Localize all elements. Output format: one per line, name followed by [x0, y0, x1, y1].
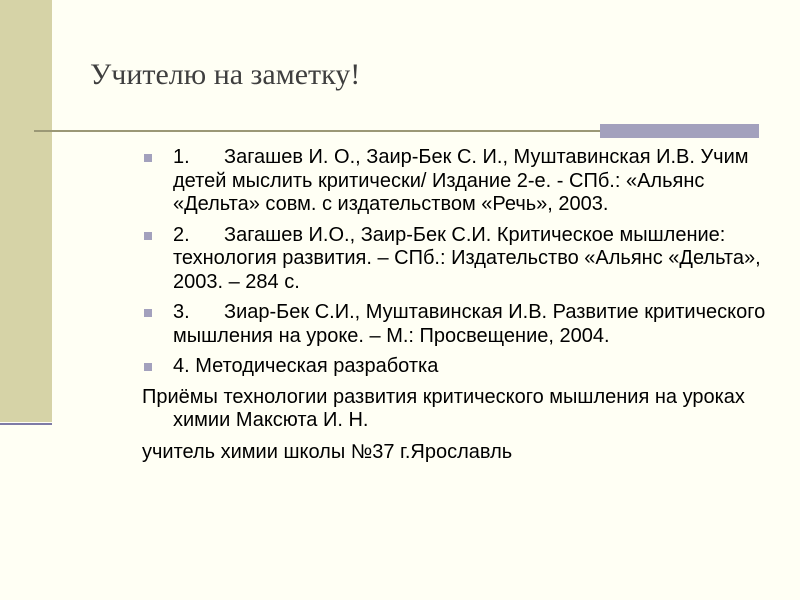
reference-text: Загашев И. О., Заир-Бек С. И., Муштавинская И.В. Учим детей мыслить критически/ Издание 2-е. - СПб.: «Альянс «Дельта» совм. с издательством «Речь», 2003. — [173, 146, 749, 215]
title-divider-accent — [600, 124, 759, 138]
reference-item-4 — [142, 355, 782, 379]
square-bullet-icon — [144, 154, 152, 162]
reference-number: 1. — [173, 146, 190, 168]
work-title-paragraph: Приёмы технологии развития критического мышления на уроках химии Максюта И. Н. — [142, 385, 745, 431]
author-paragraph: учитель химии школы №37 г.Ярославль — [142, 440, 513, 463]
reference-item-3 — [142, 301, 782, 348]
reference-number: 2. — [173, 223, 190, 246]
reference-item-2 — [142, 224, 782, 295]
side-accent-bar — [0, 0, 52, 422]
reference-text: 4. Методическая разработка — [173, 355, 439, 377]
square-bullet-icon — [144, 309, 152, 317]
slide-content — [142, 146, 782, 472]
square-bullet-icon — [144, 363, 152, 371]
slide-title: Учителю на заметку! — [90, 58, 361, 91]
side-accent-line — [0, 423, 52, 425]
title-divider — [34, 130, 600, 132]
square-bullet-icon — [144, 232, 152, 240]
reference-item-1 — [142, 146, 782, 217]
reference-text: Зиар-Бек С.И., Муштавинская И.В. Развитие критического мышления на уроке. – М.: Просвещение, 2004. — [173, 301, 766, 347]
reference-number: 3. — [173, 301, 190, 323]
reference-text: Загашев И.О., Заир-Бек С.И. Критическое мышление: технология развития. – СПб.: Издательство «Альянс «Дельта», 2003. – 284 с. — [173, 223, 761, 293]
